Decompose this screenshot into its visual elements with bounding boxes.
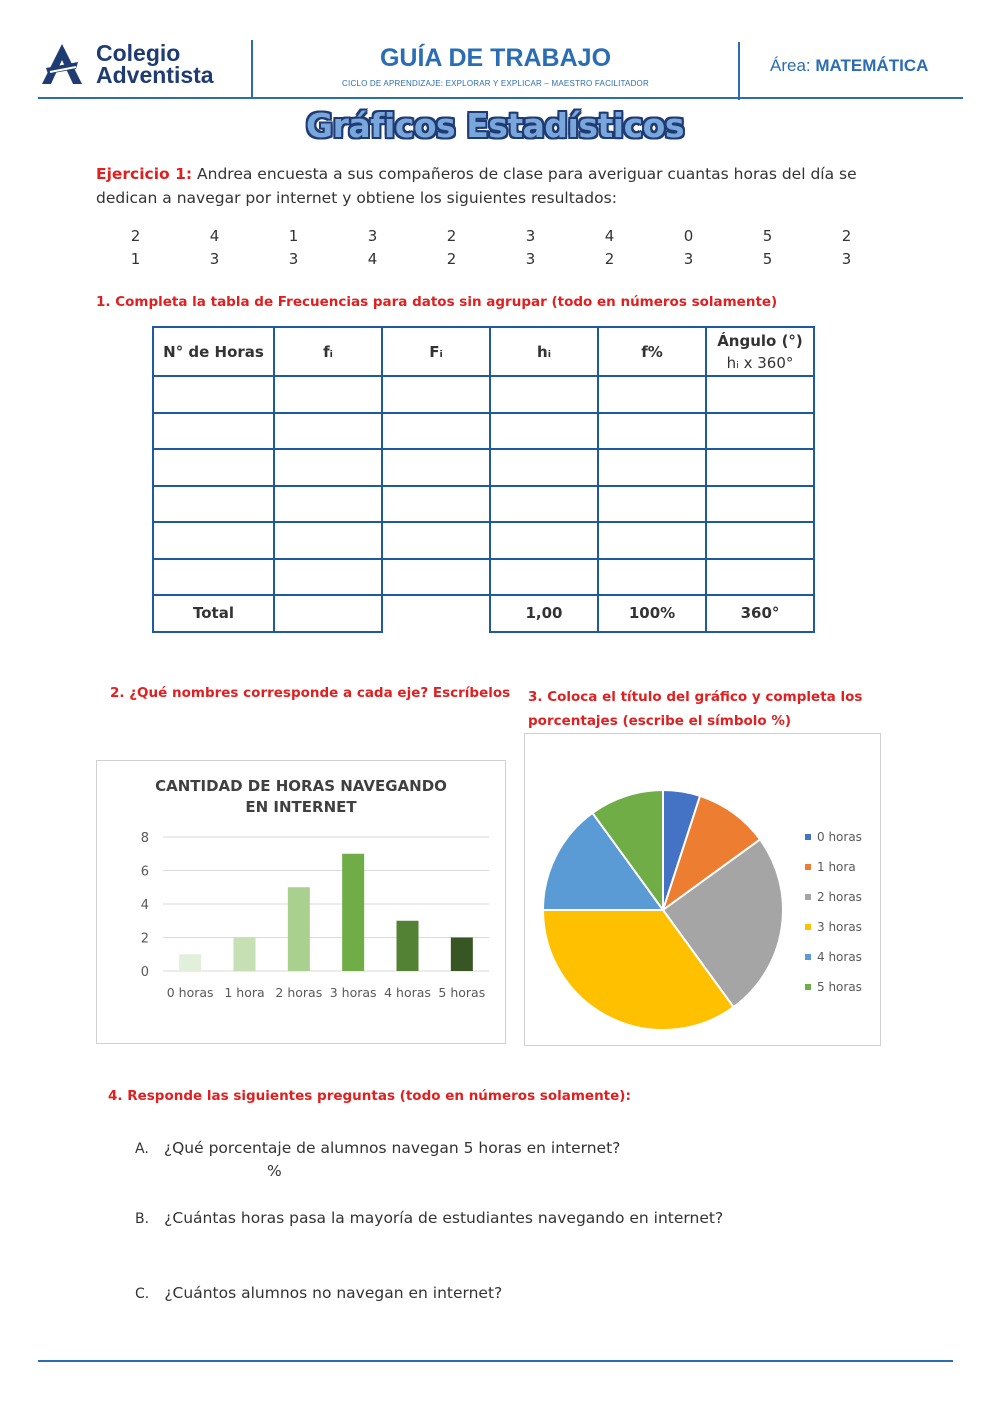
table-cell[interactable]	[153, 376, 274, 413]
total-hi: 1,00	[490, 595, 598, 632]
bar-x-label: 5 horas	[438, 985, 486, 1000]
school-name	[96, 42, 214, 86]
question-4: 4. Responde las siguientes preguntas (todo en números solamente):	[108, 1088, 631, 1104]
legend-label: 5 horas	[817, 980, 862, 994]
legend-swatch	[805, 864, 811, 870]
table-cell[interactable]	[490, 522, 598, 559]
area-value: MATEMÁTICA	[815, 56, 929, 75]
header-divider	[738, 42, 740, 100]
exercise-statement	[96, 162, 896, 210]
bar-x-label: 3 horas	[329, 985, 377, 1000]
table-cell[interactable]	[274, 522, 382, 559]
data-value: 4	[367, 250, 378, 268]
table-cell[interactable]	[274, 449, 382, 486]
question-4c	[135, 1283, 502, 1302]
question-3	[528, 685, 862, 733]
table-cell[interactable]	[706, 449, 814, 486]
bar-x-label: 2 horas	[275, 985, 323, 1000]
bar-chart-panel	[96, 760, 506, 1044]
pie-chart-panel	[524, 733, 881, 1046]
data-value: 4	[209, 227, 220, 245]
header-fi: fᵢ	[274, 327, 382, 376]
table-cell[interactable]	[598, 376, 706, 413]
table-cell[interactable]	[490, 559, 598, 596]
table-row	[153, 413, 814, 450]
bar-1	[234, 938, 256, 972]
legend-label: 3 horas	[817, 920, 862, 934]
legend-swatch	[805, 894, 811, 900]
bar-chart-title-line1: CANTIDAD DE HORAS NAVEGANDO	[155, 777, 447, 795]
table-row	[153, 559, 814, 596]
legend-swatch	[805, 834, 811, 840]
table-row	[153, 449, 814, 486]
data-value: 2	[446, 250, 457, 268]
table-cell[interactable]	[706, 522, 814, 559]
table-cell[interactable]	[598, 486, 706, 523]
subject-area	[770, 56, 928, 76]
table-cell[interactable]	[706, 376, 814, 413]
header-rule	[38, 97, 963, 99]
header-angle-line2: hᵢ x 360°	[726, 353, 794, 372]
table-cell[interactable]	[153, 413, 274, 450]
data-value: 1	[130, 250, 141, 268]
bar-chart-title-line2: EN INTERNET	[245, 798, 357, 816]
header-hours: N° de Horas	[153, 327, 274, 376]
table-cell[interactable]	[382, 486, 490, 523]
answer-4a-unit: %	[267, 1162, 282, 1180]
data-value: 3	[525, 250, 536, 268]
table-cell[interactable]	[382, 522, 490, 559]
data-value: 0	[683, 227, 694, 245]
bar-5	[451, 938, 473, 972]
guide-title: GUÍA DE TRABAJO	[379, 44, 612, 72]
bar-chart	[97, 761, 505, 1043]
bar-y-tick: 8	[140, 831, 149, 846]
question-4a-letter: A.	[135, 1141, 149, 1157]
bar-4	[397, 921, 419, 971]
total-fpercent: 100%	[598, 595, 706, 632]
exercise-label: Ejercicio 1:	[96, 165, 193, 183]
data-value: 2	[130, 227, 141, 245]
table-cell[interactable]	[490, 449, 598, 486]
table-cell[interactable]	[706, 486, 814, 523]
question-1: 1. Completa la tabla de Frecuencias para datos sin agrupar (todo en números solamente)	[96, 294, 778, 310]
table-cell[interactable]	[382, 413, 490, 450]
table-cell[interactable]	[153, 449, 274, 486]
footer-rule	[38, 1360, 953, 1362]
data-value: 3	[525, 227, 536, 245]
table-total-row	[153, 595, 814, 632]
bar-x-label: 1 hora	[224, 985, 265, 1000]
table-cell[interactable]	[598, 559, 706, 596]
table-row	[153, 486, 814, 523]
question-4a	[135, 1138, 620, 1157]
bar-x-label: 4 horas	[384, 985, 431, 1000]
data-value: 3	[288, 250, 299, 268]
table-cell[interactable]	[382, 376, 490, 413]
header-fpercent: f%	[598, 327, 706, 376]
table-cell[interactable]	[274, 376, 382, 413]
header-angle	[706, 327, 814, 376]
table-row	[153, 522, 814, 559]
table-row	[153, 376, 814, 413]
header-Fi: Fᵢ	[382, 327, 490, 376]
data-value: 3	[841, 250, 852, 268]
legend-label: 4 horas	[817, 950, 862, 964]
school-name-line2: Adventista	[96, 62, 214, 88]
question-4a-text: ¿Qué porcentaje de alumnos navegan 5 horas en internet?	[163, 1139, 621, 1157]
table-cell[interactable]	[598, 413, 706, 450]
total-Fi-empty	[382, 595, 490, 632]
question-2: 2. ¿Qué nombres corresponde a cada eje? Escríbelos	[110, 685, 511, 701]
data-value: 3	[209, 250, 220, 268]
table-cell[interactable]	[382, 559, 490, 596]
table-cell[interactable]	[490, 413, 598, 450]
header-angle-line1: Ángulo (°)	[717, 331, 803, 350]
table-cell[interactable]	[153, 522, 274, 559]
question-4b-text: ¿Cuántas horas pasa la mayoría de estudiantes navegando en internet?	[164, 1209, 724, 1227]
data-value: 2	[604, 250, 615, 268]
table-cell[interactable]	[490, 376, 598, 413]
question-4b	[135, 1208, 723, 1227]
table-cell[interactable]	[153, 486, 274, 523]
table-cell[interactable]	[706, 413, 814, 450]
school-name-line1: Colegio	[96, 40, 181, 66]
bar-y-tick: 4	[140, 898, 149, 913]
table-cell[interactable]	[274, 486, 382, 523]
bar-0	[179, 954, 201, 971]
bar-2	[288, 887, 310, 971]
table-cell[interactable]	[598, 522, 706, 559]
frequency-table	[152, 326, 815, 633]
table-cell[interactable]	[598, 449, 706, 486]
table-cell[interactable]	[706, 559, 814, 596]
school-logo-icon	[40, 42, 84, 86]
data-value: 3	[367, 227, 378, 245]
table-cell[interactable]	[153, 559, 274, 596]
legend-swatch	[805, 954, 811, 960]
question-4c-text: ¿Cuántos alumnos no navegan en internet?	[164, 1284, 503, 1302]
table-cell[interactable]	[274, 559, 382, 596]
page-title: Gráficos Estadísticos	[306, 106, 684, 145]
data-value: 4	[604, 227, 615, 245]
question-3-line1: 3. Coloca el título del gráfico y completa los	[528, 689, 863, 705]
data-value: 5	[762, 227, 773, 245]
data-value: 2	[841, 227, 852, 245]
table-cell[interactable]	[490, 486, 598, 523]
legend-label: 2 horas	[817, 890, 862, 904]
bar-y-tick: 6	[140, 864, 149, 880]
data-value: 5	[762, 250, 773, 268]
exercise-text: Andrea encuesta a sus compañeros de clase para averiguar cuantas horas del día se dedican a navegar por internet y obtiene los siguientes resultados:	[96, 165, 857, 207]
question-3-line2: porcentajes (escribe el símbolo %)	[528, 713, 792, 729]
bar-3	[342, 854, 364, 971]
question-4c-letter: C.	[135, 1286, 150, 1302]
area-label: Área:	[770, 56, 811, 75]
pie-chart	[525, 734, 880, 1045]
table-cell[interactable]	[274, 413, 382, 450]
data-value: 3	[683, 250, 694, 268]
legend-swatch	[805, 984, 811, 990]
data-row-1	[96, 227, 886, 249]
table-header-row	[153, 327, 814, 376]
total-fi[interactable]	[274, 595, 382, 632]
bar-y-tick: 2	[140, 931, 149, 947]
table-cell[interactable]	[382, 449, 490, 486]
data-row-2	[96, 250, 886, 272]
header-hi: hᵢ	[490, 327, 598, 376]
total-label: Total	[153, 595, 274, 632]
bar-x-label: 0 horas	[166, 985, 214, 1000]
total-angle: 360°	[706, 595, 814, 632]
data-value: 1	[288, 227, 299, 245]
bar-y-tick: 0	[140, 965, 149, 980]
data-value: 2	[446, 227, 457, 245]
guide-subtitle: CICLO DE APRENDIZAJE: EXPLORAR Y EXPLICAR – MAESTRO FACILITADOR	[342, 79, 649, 88]
question-4b-letter: B.	[135, 1211, 150, 1227]
legend-swatch	[805, 924, 811, 930]
legend-label: 0 horas	[817, 830, 862, 844]
legend-label: 1 hora	[817, 860, 856, 874]
